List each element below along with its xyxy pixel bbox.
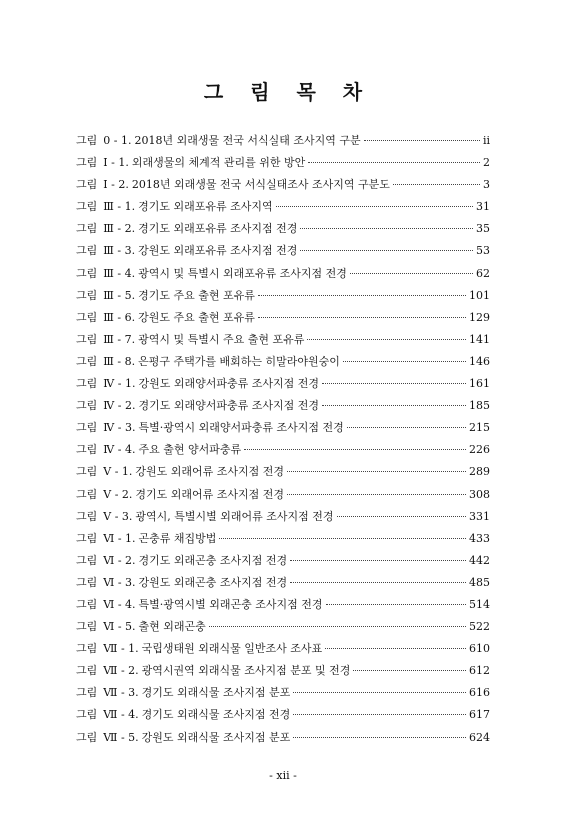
dot-leader (300, 228, 473, 229)
toc-entry[interactable] (76, 508, 490, 530)
figure-list (76, 132, 490, 751)
figure-caption: 특별·광역시별 외래곤충 조사지점 전경 (138, 597, 323, 611)
figure-number: 0 - 1. (103, 134, 132, 147)
dot-leader (393, 184, 480, 185)
figure-caption: 주요 출현 양서파충류 (138, 443, 242, 457)
figure-number: Ⅳ - 1. (103, 377, 136, 391)
figure-prefix: 그림 (76, 288, 98, 302)
figure-number: Ⅵ - 4. (103, 597, 136, 611)
figure-number: Ⅵ - 1. (103, 531, 136, 545)
figure-caption: 강원도 외래양서파충류 조사지점 전경 (138, 377, 319, 391)
figure-caption: 외래생물의 체계적 관리를 위한 방안 (131, 156, 306, 170)
page-number: 514 (469, 597, 490, 611)
figure-caption: 특별·광역시 외래양서파충류 조사지점 전경 (138, 421, 344, 435)
dot-leader (322, 405, 466, 406)
figure-prefix: 그림 (76, 730, 98, 744)
toc-entry[interactable] (76, 176, 490, 198)
dot-leader (326, 604, 466, 605)
figure-prefix: 그림 (76, 244, 98, 258)
toc-entry[interactable] (76, 640, 490, 662)
page-number: 616 (469, 686, 490, 700)
figure-number: Ⅴ - 1. (103, 465, 133, 479)
figure-number: Ⅰ - 1. (103, 156, 129, 170)
toc-entry[interactable] (76, 530, 490, 552)
figure-prefix: 그림 (76, 399, 98, 413)
figure-prefix: 그림 (76, 642, 98, 656)
figure-number: Ⅲ - 7. (103, 332, 136, 346)
figure-number: Ⅳ - 4. (103, 443, 136, 457)
figure-caption: 광역시권역 외래식물 조사지점 분포 및 전경 (141, 664, 351, 678)
dot-leader (343, 361, 466, 362)
page-number: 433 (469, 531, 490, 545)
dot-leader (322, 383, 466, 384)
dot-leader (287, 494, 466, 495)
figure-number: Ⅵ - 2. (103, 553, 136, 567)
page-number: 161 (469, 377, 490, 391)
dot-leader (308, 162, 480, 163)
figure-number: Ⅲ - 5. (103, 288, 136, 302)
figure-number: Ⅶ - 2. (103, 664, 139, 678)
page-number: 612 (469, 664, 490, 678)
dot-leader (293, 692, 466, 693)
toc-entry[interactable] (76, 287, 490, 309)
dot-leader (290, 582, 466, 583)
toc-entry[interactable] (76, 706, 490, 728)
page-number: 226 (469, 443, 490, 457)
figure-prefix: 그림 (76, 200, 98, 214)
page-number: 331 (469, 509, 490, 523)
dot-leader (276, 206, 473, 207)
page-number: 53 (476, 244, 490, 258)
dot-leader (258, 317, 466, 318)
figure-number: Ⅶ - 3. (103, 686, 139, 700)
dot-leader (325, 648, 466, 649)
figure-number: Ⅴ - 2. (103, 487, 133, 501)
figure-caption: 2018년 외래생물 전국 서식실태조사 조사지역 구분도 (131, 178, 390, 192)
toc-entry[interactable] (76, 596, 490, 618)
figure-prefix: 그림 (76, 620, 98, 634)
page-number: 62 (476, 266, 490, 280)
figure-caption: 출현 외래곤충 (138, 620, 206, 634)
toc-entry[interactable] (76, 486, 490, 508)
figure-prefix: 그림 (76, 134, 98, 147)
figure-prefix: 그림 (76, 664, 98, 678)
figure-caption: 경기도 외래식물 조사지점 분포 (141, 686, 291, 700)
figure-prefix: 그림 (76, 443, 98, 457)
page-number: 610 (469, 642, 490, 656)
page-number: 617 (469, 708, 490, 722)
figure-prefix: 그림 (76, 332, 98, 346)
page-number: 442 (469, 553, 490, 567)
dot-leader (290, 560, 466, 561)
page-title: 그 림 목 차 (203, 80, 373, 104)
figure-prefix: 그림 (76, 310, 98, 324)
figure-prefix: 그림 (76, 487, 98, 501)
page-number: ii (482, 134, 490, 147)
figure-prefix: 그림 (76, 575, 98, 589)
dot-leader (337, 516, 466, 517)
figure-number: Ⅲ - 1. (103, 200, 136, 214)
toc-entry[interactable] (76, 441, 490, 463)
toc-entry[interactable] (76, 397, 490, 419)
figure-prefix: 그림 (76, 465, 98, 479)
figure-prefix: 그림 (76, 377, 98, 391)
page-number: 485 (469, 575, 490, 589)
page-number: 2 (483, 156, 490, 170)
toc-entry[interactable] (76, 154, 490, 176)
figure-caption: 2018년 외래생물 전국 서식실태 조사지역 구분 (134, 134, 361, 147)
toc-entry[interactable] (76, 331, 490, 353)
toc-entry[interactable] (76, 198, 490, 220)
toc-entry[interactable] (76, 353, 490, 375)
figure-number: Ⅲ - 8. (103, 354, 136, 368)
figure-caption: 경기도 주요 출현 포유류 (138, 288, 255, 302)
dot-leader (219, 538, 466, 539)
figure-caption: 경기도 외래곤충 조사지점 전경 (138, 553, 288, 567)
figure-caption: 경기도 외래포유류 조사지점 전경 (138, 222, 298, 236)
figure-caption: 경기도 외래식물 조사지점 전경 (141, 708, 291, 722)
figure-caption: 강원도 외래어류 조사지점 전경 (135, 465, 285, 479)
figure-prefix: 그림 (76, 597, 98, 611)
page-number: 215 (469, 421, 490, 435)
dot-leader (293, 714, 466, 715)
figure-caption: 강원도 주요 출현 포유류 (138, 310, 255, 324)
dot-leader (350, 273, 473, 274)
figure-prefix: 그림 (76, 509, 98, 523)
page-number: 3 (483, 178, 490, 192)
figure-number: Ⅲ - 2. (103, 222, 136, 236)
toc-entry[interactable] (76, 574, 490, 596)
toc-entry[interactable] (76, 309, 490, 331)
page-number: 289 (469, 465, 490, 479)
page-number: 101 (469, 288, 490, 302)
figure-number: Ⅲ - 6. (103, 310, 136, 324)
figure-caption: 경기도 외래포유류 조사지역 (138, 200, 273, 214)
dot-leader (364, 140, 480, 141)
figure-prefix: 그림 (76, 178, 98, 192)
figure-number: Ⅳ - 2. (103, 399, 136, 413)
figure-number: Ⅵ - 3. (103, 575, 136, 589)
figure-caption: 곤충류 채집방법 (138, 531, 217, 545)
toc-entry[interactable] (76, 242, 490, 264)
figure-caption: 광역시, 특별시별 외래어류 조사지점 전경 (135, 509, 334, 523)
toc-entry[interactable] (76, 552, 490, 574)
toc-entry[interactable] (76, 375, 490, 397)
page-number: 522 (469, 620, 490, 634)
figure-caption: 광역시 및 특별시 외래포유류 조사지점 전경 (138, 266, 347, 280)
figure-prefix: 그림 (76, 156, 98, 170)
page-footer: - xii - (269, 769, 297, 782)
figure-number: Ⅶ - 1. (103, 642, 139, 656)
toc-entry[interactable] (76, 265, 490, 287)
figure-caption: 강원도 외래식물 조사지점 분포 (141, 730, 291, 744)
toc-entry[interactable] (76, 132, 490, 154)
figure-caption: 경기도 외래어류 조사지점 전경 (135, 487, 285, 501)
figure-number: Ⅶ - 5. (103, 730, 139, 744)
figure-caption: 경기도 외래양서파충류 조사지점 전경 (138, 399, 319, 413)
figure-prefix: 그림 (76, 266, 98, 280)
toc-entry[interactable] (76, 220, 490, 242)
dot-leader (293, 737, 466, 738)
figure-caption: 국립생태원 외래식물 일반조사 조사표 (141, 642, 323, 656)
toc-entry[interactable] (76, 684, 490, 706)
figure-prefix: 그림 (76, 553, 98, 567)
toc-entry[interactable] (76, 729, 490, 751)
page-number: 185 (469, 399, 490, 413)
figure-caption: 강원도 외래포유류 조사지점 전경 (138, 244, 298, 258)
page-number: 129 (469, 310, 490, 324)
figure-prefix: 그림 (76, 354, 98, 368)
page-number: 35 (476, 222, 490, 236)
figure-caption: 강원도 외래곤충 조사지점 전경 (138, 575, 288, 589)
dot-leader (353, 670, 466, 671)
toc-entry[interactable] (76, 618, 490, 640)
figure-prefix: 그림 (76, 708, 98, 722)
dot-leader (209, 626, 466, 627)
figure-prefix: 그림 (76, 531, 98, 545)
page-number: 31 (476, 200, 490, 214)
dot-leader (258, 295, 466, 296)
figure-number: Ⅲ - 4. (103, 266, 136, 280)
dot-leader (307, 339, 466, 340)
figure-number: Ⅶ - 4. (103, 708, 139, 722)
page-number: 141 (469, 332, 490, 346)
figure-prefix: 그림 (76, 421, 98, 435)
page-number: 624 (469, 730, 490, 744)
dot-leader (287, 471, 466, 472)
figure-number: Ⅰ - 2. (103, 178, 129, 192)
page-number: 308 (469, 487, 490, 501)
dot-leader (244, 449, 466, 450)
page-number: 146 (469, 354, 490, 368)
figure-caption: 은평구 주택가를 배회하는 히말라야원숭이 (138, 354, 340, 368)
dot-leader (347, 427, 466, 428)
toc-entry[interactable] (76, 463, 490, 485)
figure-number: Ⅳ - 3. (103, 421, 136, 435)
figure-number: Ⅴ - 3. (103, 509, 133, 523)
figure-prefix: 그림 (76, 222, 98, 236)
figure-caption: 광역시 및 특별시 주요 출현 포유류 (138, 332, 305, 346)
toc-entry[interactable] (76, 662, 490, 684)
figure-number: Ⅵ - 5. (103, 620, 136, 634)
figure-prefix: 그림 (76, 686, 98, 700)
dot-leader (300, 250, 473, 251)
toc-entry[interactable] (76, 419, 490, 441)
figure-number: Ⅲ - 3. (103, 244, 136, 258)
